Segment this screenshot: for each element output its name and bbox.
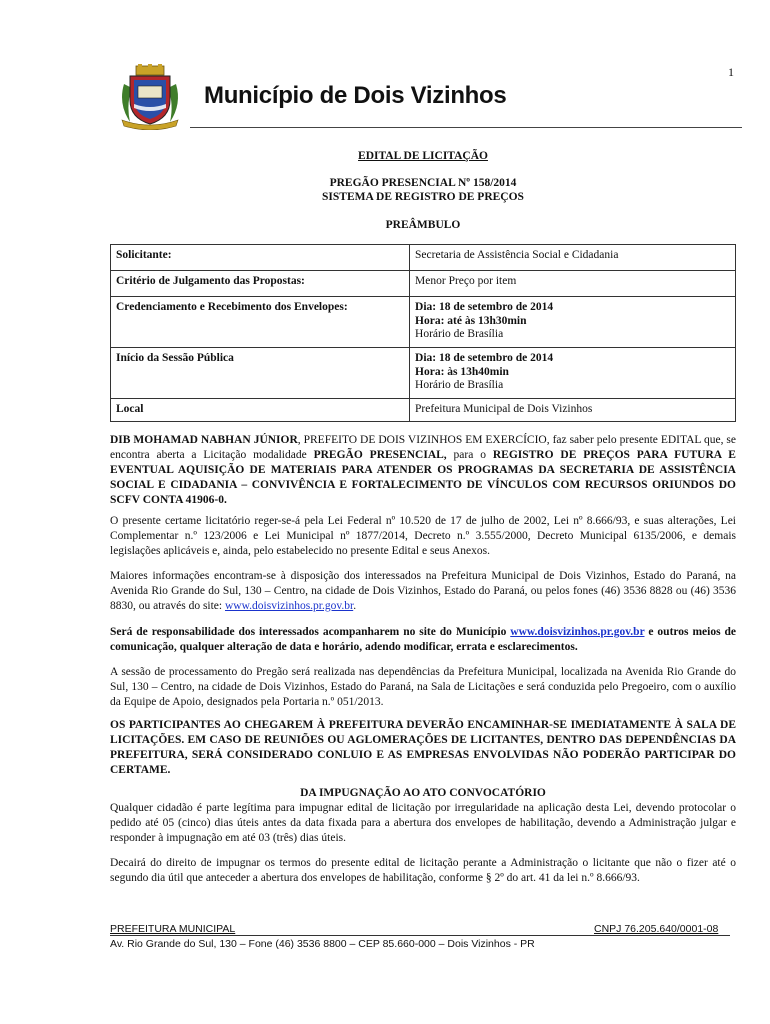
footer-cnpj: CNPJ 76.205.640/0001-08 <box>594 923 719 935</box>
row-value: Prefeitura Municipal de Dois Vizinhos <box>410 399 736 422</box>
row-value: Secretaria de Assistência Social e Cidadania <box>410 245 736 271</box>
intro-paragraph: DIB MOHAMAD NABHAN JÚNIOR, PREFEITO DE DOIS VIZINHOS EM EXERCÍCIO, faz saber pelo presente EDITAL que, se encontra aberta a Licitação modalidade PREGÃO PRESENCIAL, para o REGISTRO DE PREÇOS PARA FUTURA E EVENTUAL AQUISIÇÃO DE MATERIAIS PARA ATENDER OS PROGRAMAS DA SECRETARIA DE ASSISTÊNCIA SOCIAL E CIDADANIA – CONVIVÊNCIA E FORTALECIMENTO DE VÍNCULOS COM RECURSOS ORIUNDOS DO SCFV CONTA 41906-0. <box>110 434 736 506</box>
prefeito-name: DIB MOHAMAD NABHAN JÚNIOR <box>110 434 298 446</box>
impugnacao-title: DA IMPUGNAÇÃO AO ATO CONVOCATÓRIO <box>300 787 546 799</box>
row-value: Dia: 18 de setembro de 2014 Hora: até às 13h30min Horário de Brasília <box>410 297 736 348</box>
row-value: Menor Preço por item <box>410 271 736 297</box>
row-label: Solicitante: <box>111 245 410 271</box>
footer-divider <box>110 935 730 936</box>
page-number: 1 <box>728 65 734 79</box>
municipal-coat-of-arms-icon <box>116 64 184 130</box>
informacoes-paragraph: Maiores informações encontram-se à disposição dos interessados na Prefeitura Municipal de Dois Vizinhos, Estado do Paraná, na Avenida Rio Grande do Sul, 130 – Centro, na cidade de Dois Vizinhos, Estado do Paraná, ou pelos fones (46) 3536 8828 ou (46) 3536 8830, ou através do site: www.doisvizinhos.pr.gov.br. <box>110 570 736 612</box>
row-label: Credenciamento e Recebimento dos Envelopes: <box>111 297 410 348</box>
row-label: Início da Sessão Pública <box>111 348 410 399</box>
edital-title: EDITAL DE LICITAÇÃO <box>358 150 488 162</box>
preambulo-table <box>110 244 736 422</box>
registro-precos-title: SISTEMA DE REGISTRO DE PREÇOS <box>322 191 524 203</box>
row-label: Local <box>111 399 410 422</box>
table-row <box>111 271 736 297</box>
responsabilidade-paragraph: Será de responsabilidade dos interessados acompanharem no site do Município www.doisvizinhos.pr.gov.br e outros meios de comunicação, qualquer alteração de data e horário, adendo modificar, errata e esclarecimentos. <box>110 626 736 653</box>
preambulo-title: PREÂMBULO <box>385 219 461 231</box>
row-value: Dia: 18 de setembro de 2014 Hora: às 13h40min Horário de Brasília <box>410 348 736 399</box>
municipality-title: Município de Dois Vizinhos <box>204 82 507 109</box>
table-row <box>111 297 736 348</box>
table-row <box>111 399 736 422</box>
footer-address: Av. Rio Grande do Sul, 130 – Fone (46) 3536 8800 – CEP 85.660-000 – Dois Vizinhos - PR <box>110 938 535 950</box>
objeto-licitacao: REGISTRO DE PREÇOS PARA FUTURA E EVENTUAL AQUISIÇÃO DE MATERIAIS PARA ATENDER OS PROGRAMAS DA SECRETARIA DE ASSISTÊNCIA SOCIAL E CIDADANIA – CONVIVÊNCIA E FORTALECIMENTO DE VÍNCULOS COM RECURSOS ORIUNDOS DO SCFV CONTA 41906-0. <box>110 449 736 506</box>
row-label: Critério de Julgamento das Propostas: <box>111 271 410 297</box>
header-divider <box>190 127 742 128</box>
table-row <box>111 245 736 271</box>
sessao-paragraph: A sessão de processamento do Pregão será realizada nas dependências da Prefeitura Municipal, localizada na Avenida Rio Grande do Sul, 130 – Centro, na cidade de Dois Vizinhos, Estado do Paraná, na Sala de Licitações e será conduzida pelo Pregoeiro, com o auxílio da Equipe de Apoio, designados pela Portaria n.º 051/2013. <box>110 666 736 708</box>
legislacao-paragraph: O presente certame licitatório reger-se-á pela Lei Federal nº 10.520 de 17 de julho de 2002, Lei nº 8.666/93, e suas alterações, Lei Complementar n.º 123/2006 e Lei Municipal nº 1877/2014, Decreto n.º 3.555/2000, Decreto Municipal 6135/2006, e demais legislações aplicáveis e, ainda, pelo estabelecido no presente Edital e seus Anexos. <box>110 515 736 557</box>
table-row <box>111 348 736 399</box>
aviso-paragraph: OS PARTICIPANTES AO CHEGAREM À PREFEITURA DEVERÃO ENCAMINHAR-SE IMEDIATAMENTE À SALA DE LICITAÇÕES. EM CASO DE REUNIÕES OU AGLOMERAÇÕES DE LICITANTES, DENTRO DAS DEPENDÊNCIAS DA PREFEITURA, SERÁ CONSIDERADO CONLUIO E AS EMPRESAS ENVOLVIDAS NÃO PODERÃO PARTICIPAR DO CERTAME. <box>110 719 736 776</box>
site-link[interactable]: www.doisvizinhos.pr.gov.br <box>510 626 645 638</box>
footer-org: PREFEITURA MUNICIPAL <box>110 923 236 935</box>
impugnacao-paragraph-1: Qualquer cidadão é parte legítima para impugnar edital de licitação por irregularidade na aplicação desta Lei, devendo protocolar o pedido até 05 (cinco) dias úteis antes da data fixada para a abertura dos envelopes de habilitação, devendo a Administração julgar e responder à impugnação em até 03 (três) dias úteis. <box>110 802 736 844</box>
impugnacao-paragraph-2: Decairá do direito de impugnar os termos do presente edital de licitação perante a Administração o licitante que não o fizer até o segundo dia útil que anteceder a abertura dos envelopes de habilitação, conforme § 2º do art. 41 da lei n.º 8.666/93. <box>110 857 736 884</box>
site-link[interactable]: www.doisvizinhos.pr.gov.br <box>224 600 354 612</box>
pregao-number: PREGÃO PRESENCIAL Nº 158/2014 <box>329 177 517 189</box>
